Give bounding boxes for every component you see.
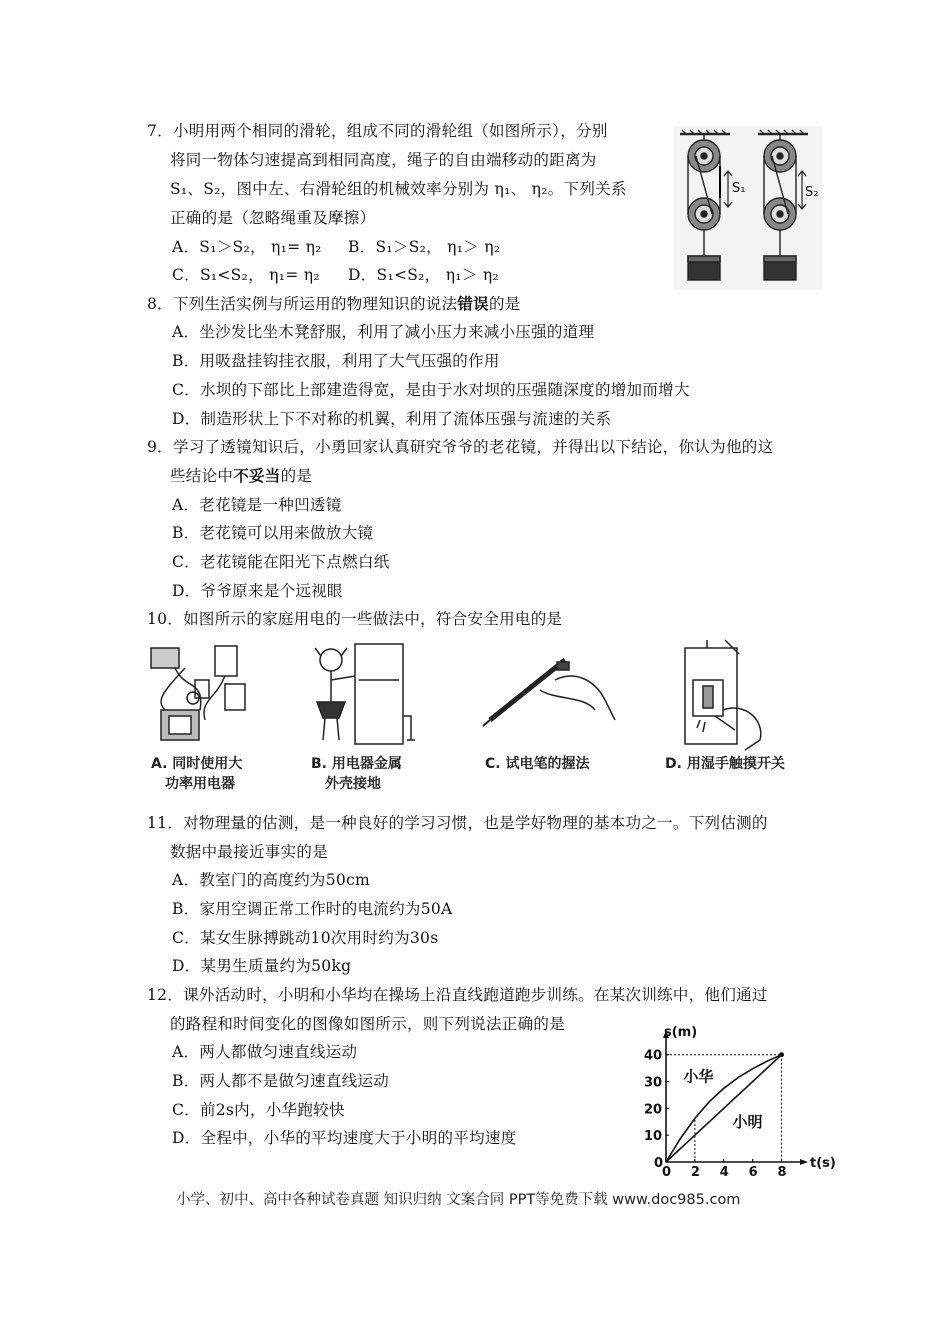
y-tick-label: 10 (644, 1129, 663, 1145)
y-tick-label: 30 (644, 1075, 663, 1091)
electricity-safety-figures (145, 640, 805, 798)
q7-line-2: 将同一物体匀速提高到相同高度，绳子的自由端移动的距离为 (170, 151, 597, 169)
q12-line-1: 12．课外活动时，小明和小华均在操场上沿直线跑道跑步训练。在某次训练中，他们通过 (147, 986, 768, 1004)
q7-line-4: 正确的是（忽略绳重及摩擦） (170, 209, 376, 227)
q9-stem-post: 的是 (280, 467, 313, 485)
label-s1: S₁ (732, 181, 746, 196)
caption-a-line1: A. 同时使用大 (151, 756, 243, 772)
q9-stem-emphasis: 不妥当 (233, 467, 281, 485)
wet-hand-switch-illustration (685, 640, 761, 750)
q9-option-b: B．老花镜可以用来做放大镜 (172, 524, 374, 542)
y-tick-label: 20 (644, 1102, 663, 1118)
q12-option-a: A．两人都做匀速直线运动 (172, 1043, 358, 1061)
caption-b-line2: 外壳接地 (325, 776, 381, 792)
series-label-xiaohua: 小华 (683, 1067, 714, 1086)
caption-a-line2: 功率用电器 (165, 776, 235, 792)
q8-option-b: B．用吸盘挂钩挂衣服，利用了大气压强的作用 (172, 352, 500, 370)
q7-line-1: 7．小明用两个相同的滑轮，组成不同的滑轮组（如图所示），分别 (147, 122, 608, 140)
q7-option-b: B．S₁＞S₂， η₁＞ η₂ (348, 238, 501, 256)
end-point (779, 1052, 784, 1057)
q8-option-a: A．坐沙发比坐木凳舒服，利用了减小压力来减小压强的道理 (172, 323, 595, 341)
x-tick-label: 4 (719, 1165, 729, 1180)
test-pen-illustration (483, 660, 615, 726)
q9-stem-pre: 些结论中 (170, 467, 234, 485)
y-tick-label: 0 (654, 1156, 664, 1171)
q8-stem-emphasis: 错误 (457, 295, 489, 313)
q8-option-d: D．制造形状上下不对称的机翼，利用了流体压强与流速的关系 (172, 410, 612, 428)
q11-option-c: C．某女生脉搏跳动10次用时约为30s (172, 929, 439, 947)
x-tick-label: 2 (690, 1165, 700, 1180)
q9-option-c: C．老花镜能在阳光下点燃白纸 (172, 553, 390, 571)
caption-c: C. 试电笔的握法 (485, 756, 590, 772)
caption-d: D. 用湿手触摸开关 (665, 756, 785, 772)
pulley-system-figure (674, 126, 822, 290)
q8-stem-pre: 8．下列生活实例与所运用的物理知识的说法 (147, 295, 458, 313)
q8-stem (147, 293, 521, 315)
q12-line-2: 的路程和时间变化的图像如图所示，则下列说法正确的是 (170, 1015, 566, 1033)
q11-line-1: 11．对物理量的估测，是一种良好的学习习惯，也是学好物理的基本功之一。下列估测的 (147, 814, 768, 832)
q11-option-d: D．某男生质量约为50kg (172, 957, 352, 975)
distance-time-chart (636, 1022, 836, 1180)
q8-option-c: C．水坝的下部比上部建造得宽，是由于水对坝的压强随深度的增加而增大 (172, 381, 690, 399)
q7-option-d: D．S₁<S₂， η₁＞ η₂ (348, 266, 499, 284)
q9-option-d: D．爷爷原来是个远视眼 (172, 582, 343, 600)
q10-stem: 10．如图所示的家庭用电的一些做法中，符合安全用电的是 (147, 610, 563, 628)
y-axis-label: s(m) (664, 1025, 698, 1040)
q7-option-c: C．S₁<S₂， η₁= η₂ (172, 266, 320, 284)
y-tick-label: 40 (644, 1048, 663, 1064)
q11-line-2: 数据中最接近事实的是 (170, 843, 329, 861)
girl-fridge-illustration (315, 644, 415, 744)
q12-option-d: D．全程中，小华的平均速度大于小明的平均速度 (172, 1129, 517, 1147)
x-axis-label: t(s) (810, 1156, 836, 1171)
q9-line-2 (170, 465, 312, 487)
q8-stem-post: 的是 (488, 295, 521, 313)
q12-option-c: C．前2s内，小华跑较快 (172, 1101, 345, 1119)
label-s2: S₂ (805, 185, 819, 200)
x-tick-label: 0 (662, 1165, 672, 1180)
x-tick-label: 6 (748, 1165, 758, 1180)
page-footer: 小学、初中、高中各种试卷真题 知识归纳 文案合同 PPT等免费下载 www.doc985.com (176, 1192, 741, 1208)
q12-option-b: B．两人都不是做匀速直线运动 (172, 1072, 390, 1090)
caption-b-line1: B. 用电器金属 (311, 756, 402, 772)
q9-option-a: A．老花镜是一种凹透镜 (172, 496, 342, 514)
q11-option-a: A．教室门的高度约为50cm (172, 871, 370, 889)
appliances-illustration (151, 646, 245, 740)
series-label-xiaoming: 小明 (732, 1113, 763, 1132)
q11-option-b: B．家用空调正常工作时的电流约为50A (172, 900, 453, 918)
q7-option-a: A．S₁＞S₂， η₁= η₂ (172, 238, 322, 256)
q7-line-3: S₁、S₂，图中左、右滑轮组的机械效率分别为 η₁、 η₂。下列关系 (170, 180, 627, 198)
x-axis-arrow (800, 1159, 808, 1165)
x-tick-label: 8 (777, 1165, 787, 1180)
q9-line-1: 9．学习了透镜知识后，小勇回家认真研究爷爷的老花镜，并得出以下结论，你认为他的这 (147, 438, 774, 456)
